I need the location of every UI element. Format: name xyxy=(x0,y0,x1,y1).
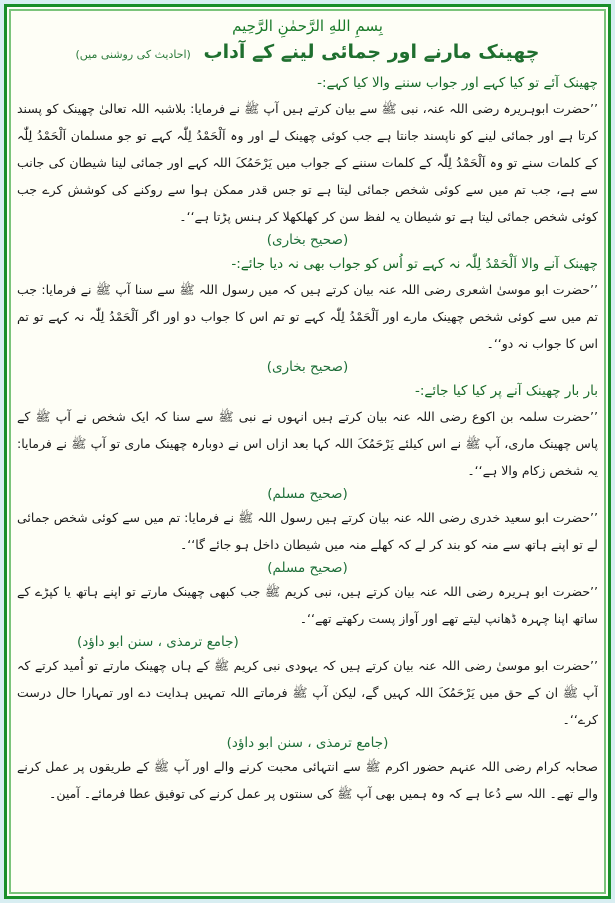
section-heading: چھینک آئے تو کیا کہے اور جواب سننے والا کیا کہے:- xyxy=(317,75,598,91)
hadith-text: ’’حضرت سلمہ بن اکوع رضی اللہ عنہ بیان کرتے ہیں انہوں نے نبی ﷺ سے سنا کہ ایک شخص نے آپ ﷺ کے پاس چھینک ماری، آپ ﷺ نے اس کیلئے یَرْحَمُکَ اللہ کہا بعد ازاں اس نے دوبارہ چھینک ماری تو آپ ﷺ نے فرمایا: یہ شخص زکام والا ہے‘‘۔ xyxy=(17,409,598,478)
hadith-text: ’’حضرت ابو سعید خدری رضی اللہ عنہ بیان کرتے ہیں رسول اللہ ﷺ نے فرمایا: تم میں سے کوئی شخص جمائی لے تو اپنے ہاتھ سے منہ کو بند کر لے کہ کھلے منہ میں شیطان داخل ہو جائے گا‘‘۔ xyxy=(17,510,598,552)
document-body xyxy=(17,15,598,888)
closing-text: صحابہ کرام رضی اللہ عنہم حضور اکرم ﷺ سے انتہائی محبت کرنے والے اور آپ ﷺ کے طریقوں پر عمل کرنے والے تھے۔ اللہ سے دُعا ہے کہ وہ ہمیں بھی آپ ﷺ کی سنتوں پر عمل کرنے کی توفیق عطا فرمائے۔ آمین۔ xyxy=(17,759,598,801)
hadith-text: ’’حضرت ابو موسیٰ اشعری رضی اللہ عنہ بیان کرتے ہیں کہ میں رسول اللہ ﷺ سے سنا آپ ﷺ نے فرمایا: جب تم میں سے کوئی شخص چھینک مارے اور اَلْحَمْدُ لِلّٰہ کہے تو تم اس کا جواب دو اور اگر اَلْحَمْدُ لِلّٰہ نہ کہے تو تم اس کا جواب نہ دو‘‘۔ xyxy=(17,282,598,351)
hadith-text: ’’حضرت ابوہریرہ رضی اللہ عنہ، نبی ﷺ سے بیان کرتے ہیں آپ ﷺ نے فرمایا: بلاشبہ اللہ تعالیٰ چھینک کو پسند کرتا ہے اور جمائی لینے کو ناپسند جانتا ہے جب کوئی چھینک لے اور وہ اَلْحَمْدُ لِلّٰہ کہے تو جو مسلمان اَلْحَمْدُ لِلّٰہ کے کلمات سنے تو وہ اَلْحَمْدُ لِلّٰہ کے کلمات سننے کے جواب میں یَرْحَمُکَ اللہ کہے اور جمائی لینا شیطان کی جانب سے ہے، جب تم میں سے کوئی شخص جمائی لیتا ہے تو جس قدر ممکن ہوا سے روکنے کی کوشش کرے جب کوئی شخص جمائی لیتا ہے تو شیطان یہ لفظ سن کر کھلکھلا کر ہنس پڑتا ہے‘‘۔ xyxy=(17,101,598,224)
hadith-reference: (صحیح مسلم) xyxy=(267,486,348,502)
title-subtitle: (احادیث کی روشنی میں) xyxy=(75,48,191,61)
hadith-reference: (صحیح بخاری) xyxy=(266,232,349,248)
section-heading: بار بار چھینک آنے پر کیا کیا جائے:- xyxy=(414,383,598,399)
bismillah: بِسمِ اللهِ الرَّحمٰنِ الرَّحِیم xyxy=(232,17,383,35)
page-title xyxy=(17,41,598,63)
hadith-reference: (صحیح مسلم) xyxy=(267,560,348,576)
section-heading: چھینک آنے والا اَلْحَمْدُ لِلّٰہ نہ کہے تو اُس کو جواب بھی نہ دیا جائے:- xyxy=(231,256,598,272)
page-frame xyxy=(4,4,611,899)
hadith-reference: (صحیح بخاری) xyxy=(266,359,349,375)
hadith-text: ’’حضرت ابو ہریرہ رضی اللہ عنہ بیان کرتے ہیں، نبی کریم ﷺ جب کبھی چھینک مارتے تو اپنے ہاتھ یا کپڑے کے ساتھ اپنا چہرہ ڈھانپ لیتے تھے اور آواز پست رکھتے تھے‘‘۔ xyxy=(17,584,598,626)
title-text: چھینک مارنے اور جمائی لینے کے آداب xyxy=(203,41,540,63)
hadith-text: ’’حضرت ابو موسیٰ رضی اللہ عنہ بیان کرتے ہیں کہ یہودی نبی کریم ﷺ کے ہاں چھینک مارتے تو اُمید کرتے کہ آپ ﷺ ان کے حق میں یَرْحَمُکَ اللہ کہیں گے، لیکن آپ ﷺ فرماتے اللہ تمہیں ہدایت دے اور تمہارا حال درست کرے‘‘۔ xyxy=(17,658,598,727)
hadith-reference: (جامع ترمذی ، سنن ابو داؤد) xyxy=(77,634,239,650)
hadith-reference: (جامع ترمذی ، سنن ابو داؤد) xyxy=(226,735,389,751)
